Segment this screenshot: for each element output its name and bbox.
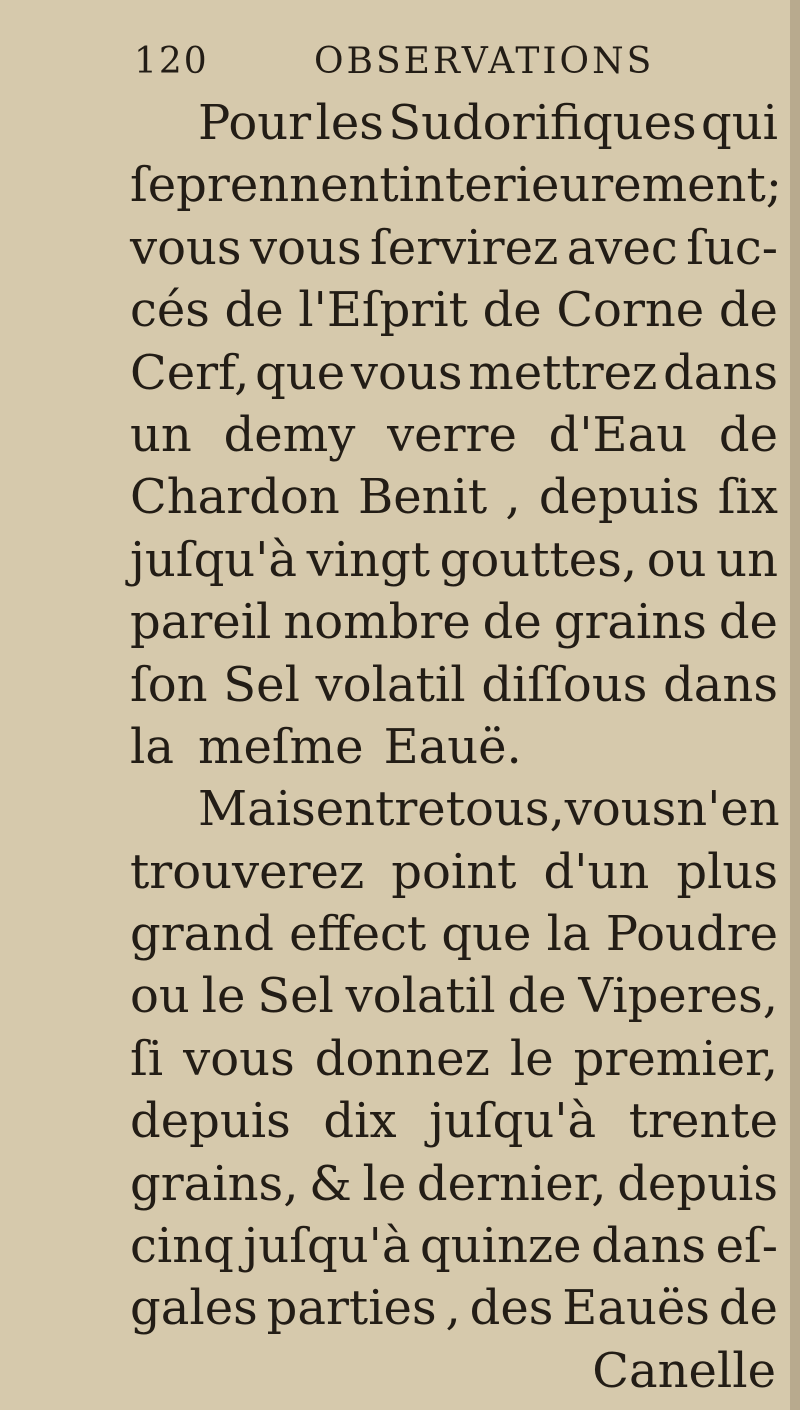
word: dans — [663, 656, 778, 713]
word: vingt — [306, 531, 431, 588]
word: Cerf, — [130, 344, 250, 401]
word: meſme — [197, 718, 364, 775]
text-line — [130, 1028, 778, 1090]
word: dernier, — [416, 1155, 607, 1212]
word: , — [505, 469, 521, 526]
word: d'un — [543, 843, 650, 900]
word: diſſous — [481, 656, 648, 713]
word: vous — [350, 344, 463, 401]
text-line — [130, 529, 778, 591]
word: donnez — [314, 1030, 490, 1087]
word: depuis — [617, 1155, 778, 1212]
word: ou — [130, 968, 190, 1025]
word: de — [718, 594, 778, 651]
word: n'en — [676, 781, 780, 838]
word: Sel — [257, 968, 334, 1025]
word: Mais — [198, 781, 316, 838]
word: ſi — [130, 1030, 164, 1087]
word: , — [445, 1280, 461, 1337]
text-line — [130, 1153, 778, 1215]
word: depuis — [130, 1093, 291, 1150]
word: dix — [323, 1093, 397, 1150]
word: vous — [130, 219, 242, 276]
word: prennent — [176, 157, 399, 214]
word: parties — [266, 1280, 437, 1337]
word: mettrez — [468, 344, 658, 401]
text-line — [130, 778, 778, 840]
word: Corne — [556, 282, 705, 339]
word: de — [718, 406, 778, 463]
text-line — [130, 654, 778, 716]
word: cés — [130, 282, 210, 339]
word: Eauës — [562, 1280, 710, 1337]
word: des — [469, 1280, 554, 1337]
text-line — [130, 1090, 778, 1152]
word: de — [482, 282, 542, 339]
catchword-line — [130, 1340, 778, 1402]
word: juſqu'à — [130, 531, 298, 588]
word: volatil — [315, 656, 466, 713]
word: le — [362, 1155, 407, 1212]
text-line — [130, 466, 778, 528]
word: dans — [591, 1218, 707, 1275]
word: plus — [676, 843, 778, 900]
text-line — [130, 716, 778, 778]
text-line — [130, 965, 778, 1027]
word: grains, — [130, 1155, 299, 1212]
word: cinq — [130, 1218, 234, 1275]
word: Pour — [198, 95, 312, 151]
word: demy — [223, 406, 356, 463]
text-line — [130, 404, 778, 466]
word: de — [718, 1280, 778, 1337]
text-line — [130, 1277, 778, 1339]
body-text — [130, 92, 782, 1402]
text-line — [130, 591, 778, 653]
text-line — [130, 1215, 778, 1277]
word: eſ- — [715, 1218, 778, 1275]
word: tous, — [445, 781, 565, 838]
word: Poudre — [605, 906, 778, 963]
text-line — [130, 92, 778, 154]
word: effect — [289, 906, 427, 963]
word: avec — [566, 219, 678, 276]
word: ſon — [130, 656, 208, 713]
word: un — [130, 406, 192, 463]
text-line — [130, 903, 778, 965]
text-line — [130, 217, 778, 279]
word: premier, — [573, 1030, 778, 1087]
word: Sel — [223, 656, 300, 713]
word: & — [309, 1155, 352, 1212]
word: de — [224, 282, 284, 339]
word: Chardon — [130, 469, 340, 526]
running-title: OBSERVATIONS — [314, 41, 655, 82]
word: Sudorifiques — [388, 95, 697, 151]
word: la — [130, 718, 174, 775]
word: interieurement; — [398, 157, 782, 214]
word: ſix — [717, 469, 778, 526]
word: la — [546, 906, 591, 963]
word: vous — [564, 781, 677, 838]
word: de — [482, 594, 542, 651]
word: que — [255, 344, 346, 401]
word: de — [718, 282, 778, 339]
word: volatil — [345, 968, 496, 1025]
word: vous — [250, 219, 362, 276]
word: l'Eſprit — [298, 282, 468, 339]
word: le — [201, 968, 246, 1025]
word: vous — [183, 1030, 295, 1087]
running-head — [134, 42, 774, 82]
word: qui — [701, 95, 778, 151]
word: juſqu'à — [429, 1093, 597, 1150]
text-line — [130, 342, 778, 404]
word: quinze — [419, 1218, 582, 1275]
word: nombre — [283, 594, 471, 651]
page-edge — [790, 0, 800, 1410]
word: trouverez — [130, 843, 365, 900]
word: grand — [130, 906, 274, 963]
word: de — [507, 968, 567, 1025]
word: trente — [628, 1093, 778, 1150]
word: un — [716, 531, 778, 588]
page-number: 120 — [134, 41, 209, 82]
word: entre — [315, 781, 446, 838]
word: ſuc- — [686, 219, 778, 276]
word: le — [509, 1030, 554, 1087]
word: que — [441, 906, 532, 963]
word: grains — [553, 594, 707, 651]
word: d'Eau — [548, 406, 688, 463]
text-line — [130, 279, 778, 341]
word: ſervirez — [370, 219, 559, 276]
text-line — [130, 154, 782, 216]
catchword: Canelle — [592, 1342, 776, 1399]
word: les — [315, 95, 384, 151]
word: depuis — [538, 469, 700, 526]
word: pareil — [130, 594, 272, 651]
word: Viperes, — [578, 968, 778, 1025]
word: point — [391, 843, 517, 900]
word: ou — [646, 531, 707, 588]
word: dans — [663, 344, 778, 401]
word: Benit — [357, 469, 488, 526]
text-line — [130, 841, 778, 903]
word: verre — [387, 406, 517, 463]
word: gales — [130, 1280, 258, 1337]
word: Eauë. — [383, 718, 522, 775]
word: ſe — [130, 157, 177, 214]
word: gouttes, — [439, 531, 638, 588]
word: juſqu'à — [243, 1218, 411, 1275]
